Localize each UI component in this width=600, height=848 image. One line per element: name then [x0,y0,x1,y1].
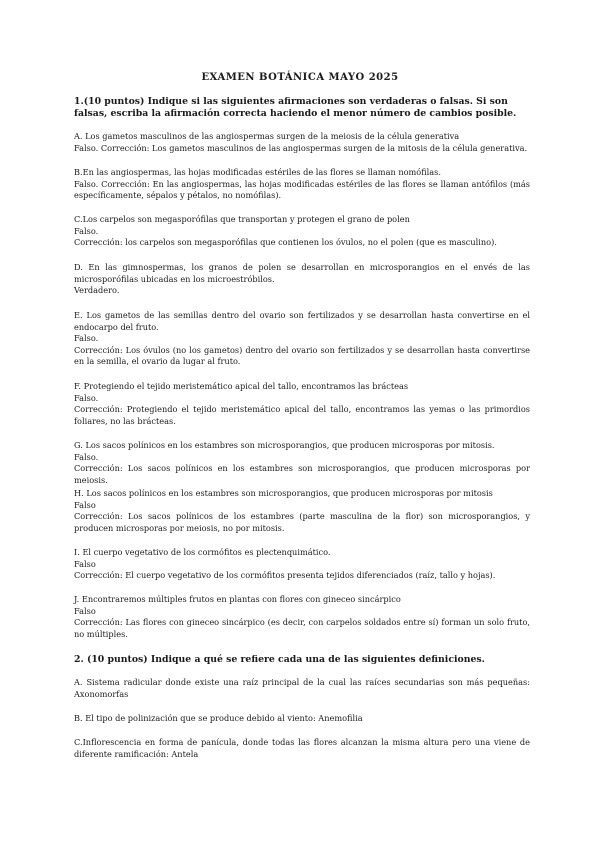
question-1b [74,167,530,202]
statement: A. Los gametos masculinos de las angiospermas surgen de la meiosis de la célula generativa [74,131,460,141]
statement: F. Protegiendo el tejido meristemático apical del tallo, encontramos las brácteas [74,381,409,391]
verdict: Verdadero. [74,285,120,295]
answer: Corrección: Los óvulos (no los gametos) dentro del ovario son fertilizados y se desarrollan hasta convertirse en la semilla, el ovario da lugar al fruto. [74,344,530,366]
section-1-heading: 1.(10 puntos) Indique si las siguientes afirmaciones son verdaderas o falsas. Si son falsas, escriba la afirmación correcta haciendo el menor número de cambios posible. [74,96,517,119]
answer: Corrección: Protegiendo el tejido meristemático apical del tallo, encontramos las yemas o las primordios foliares, no las brácteas. [74,404,530,426]
verdict: Falso [74,499,96,510]
answer: Falso. Corrección: Los gametos masculinos de las angiospermas surgen de la mitosis de la célula generativa. [74,142,528,153]
answer: Corrección: los carpelos son megasporófilas que contienen los óvulos, no el polen (que es masculino). [74,237,497,247]
answer: Corrección: Los sacos polínicos en los estambres son microsporangios, que producen microsporas por meiosis. [74,463,530,485]
statement: J. Encontraremos múltiples frutos en plantas con flores con gineceo sincárpico [74,594,401,604]
page-title: EXAMEN BOTÁNICA MAYO 2025 [201,72,399,83]
verdict: Falso. [74,451,99,462]
statement: G. Los sacos polínicos en los estambres son microsporangios, que producen microsporas por mitosis. [74,440,495,450]
question-1h [74,488,530,534]
answer: Corrección: Las flores con gineceo sincárpico (es decir, con carpelos soldados entre sí) forman un solo fruto, no múltiples. [74,617,530,639]
question-1j [74,594,530,640]
definition-2c: C.Inflorescencia en forma de panícula, donde todas las flores alcanzan la misma altura pero una viene de diferente ramificación: Antela [74,737,530,759]
definition-2b: B. El tipo de polinización que se produce debido al viento: Anemofilia [74,713,363,723]
answer: Corrección: El cuerpo vegetativo de los cormófitos presenta tejidos diferenciados (raíz, tallo y hojas). [74,570,496,580]
question-1f [74,381,530,427]
answer: Falso. Corrección: En las angiospermas, las hojas modificadas estériles de las flores se llaman antófilos (más específicamente, sépalos y pétalos, no nomófilas). [74,178,530,200]
question-1d [74,262,530,297]
statement: C.Los carpelos son megasporófilas que transportan y protegen el grano de polen [74,214,410,224]
question-1e [74,310,530,368]
verdict: Falso. [74,392,99,403]
section-2-heading: 2. (10 puntos) Indique a qué se refiere cada una de las siguientes definiciones. [74,654,485,665]
statement: B.En las angiospermas, las hojas modificadas estériles de las flores se llaman nomófilas. [74,167,441,177]
statement: D. En las gimnospermas, los granos de polen se desarrollan en microsporangios en el envés de las microsporófilas ubicadas en los microestróbilos. [74,262,530,284]
question-1c [74,214,530,249]
question-1a [74,131,530,154]
verdict: Falso [74,605,96,616]
answer: Corrección: Los sacos polínicos de los estambres (parte masculina de la flor) son microsporangios, y producen microsporas por meiosis, no por mitosis. [74,511,530,533]
verdict: Falso. [74,225,99,236]
question-1i [74,547,530,582]
statement: I. El cuerpo vegetativo de los cormófitos es plectenquimático. [74,547,331,557]
statement: H. Los sacos polínicos en los estambres son microsporangios, que producen microsporas por mitosis [74,488,493,498]
statement: E. Los gametos de las semillas dentro del ovario son fertilizados y se desarrollan hasta convertirse en el endocarpo del fruto. [74,310,530,332]
question-1g [74,440,530,486]
verdict: Falso. [74,333,99,343]
verdict: Falso [74,558,96,569]
definition-2a: A. Sistema radicular donde existe una raíz principal de la cual las raíces secundarias son más pequeñas: Axonomorfas [74,677,530,699]
